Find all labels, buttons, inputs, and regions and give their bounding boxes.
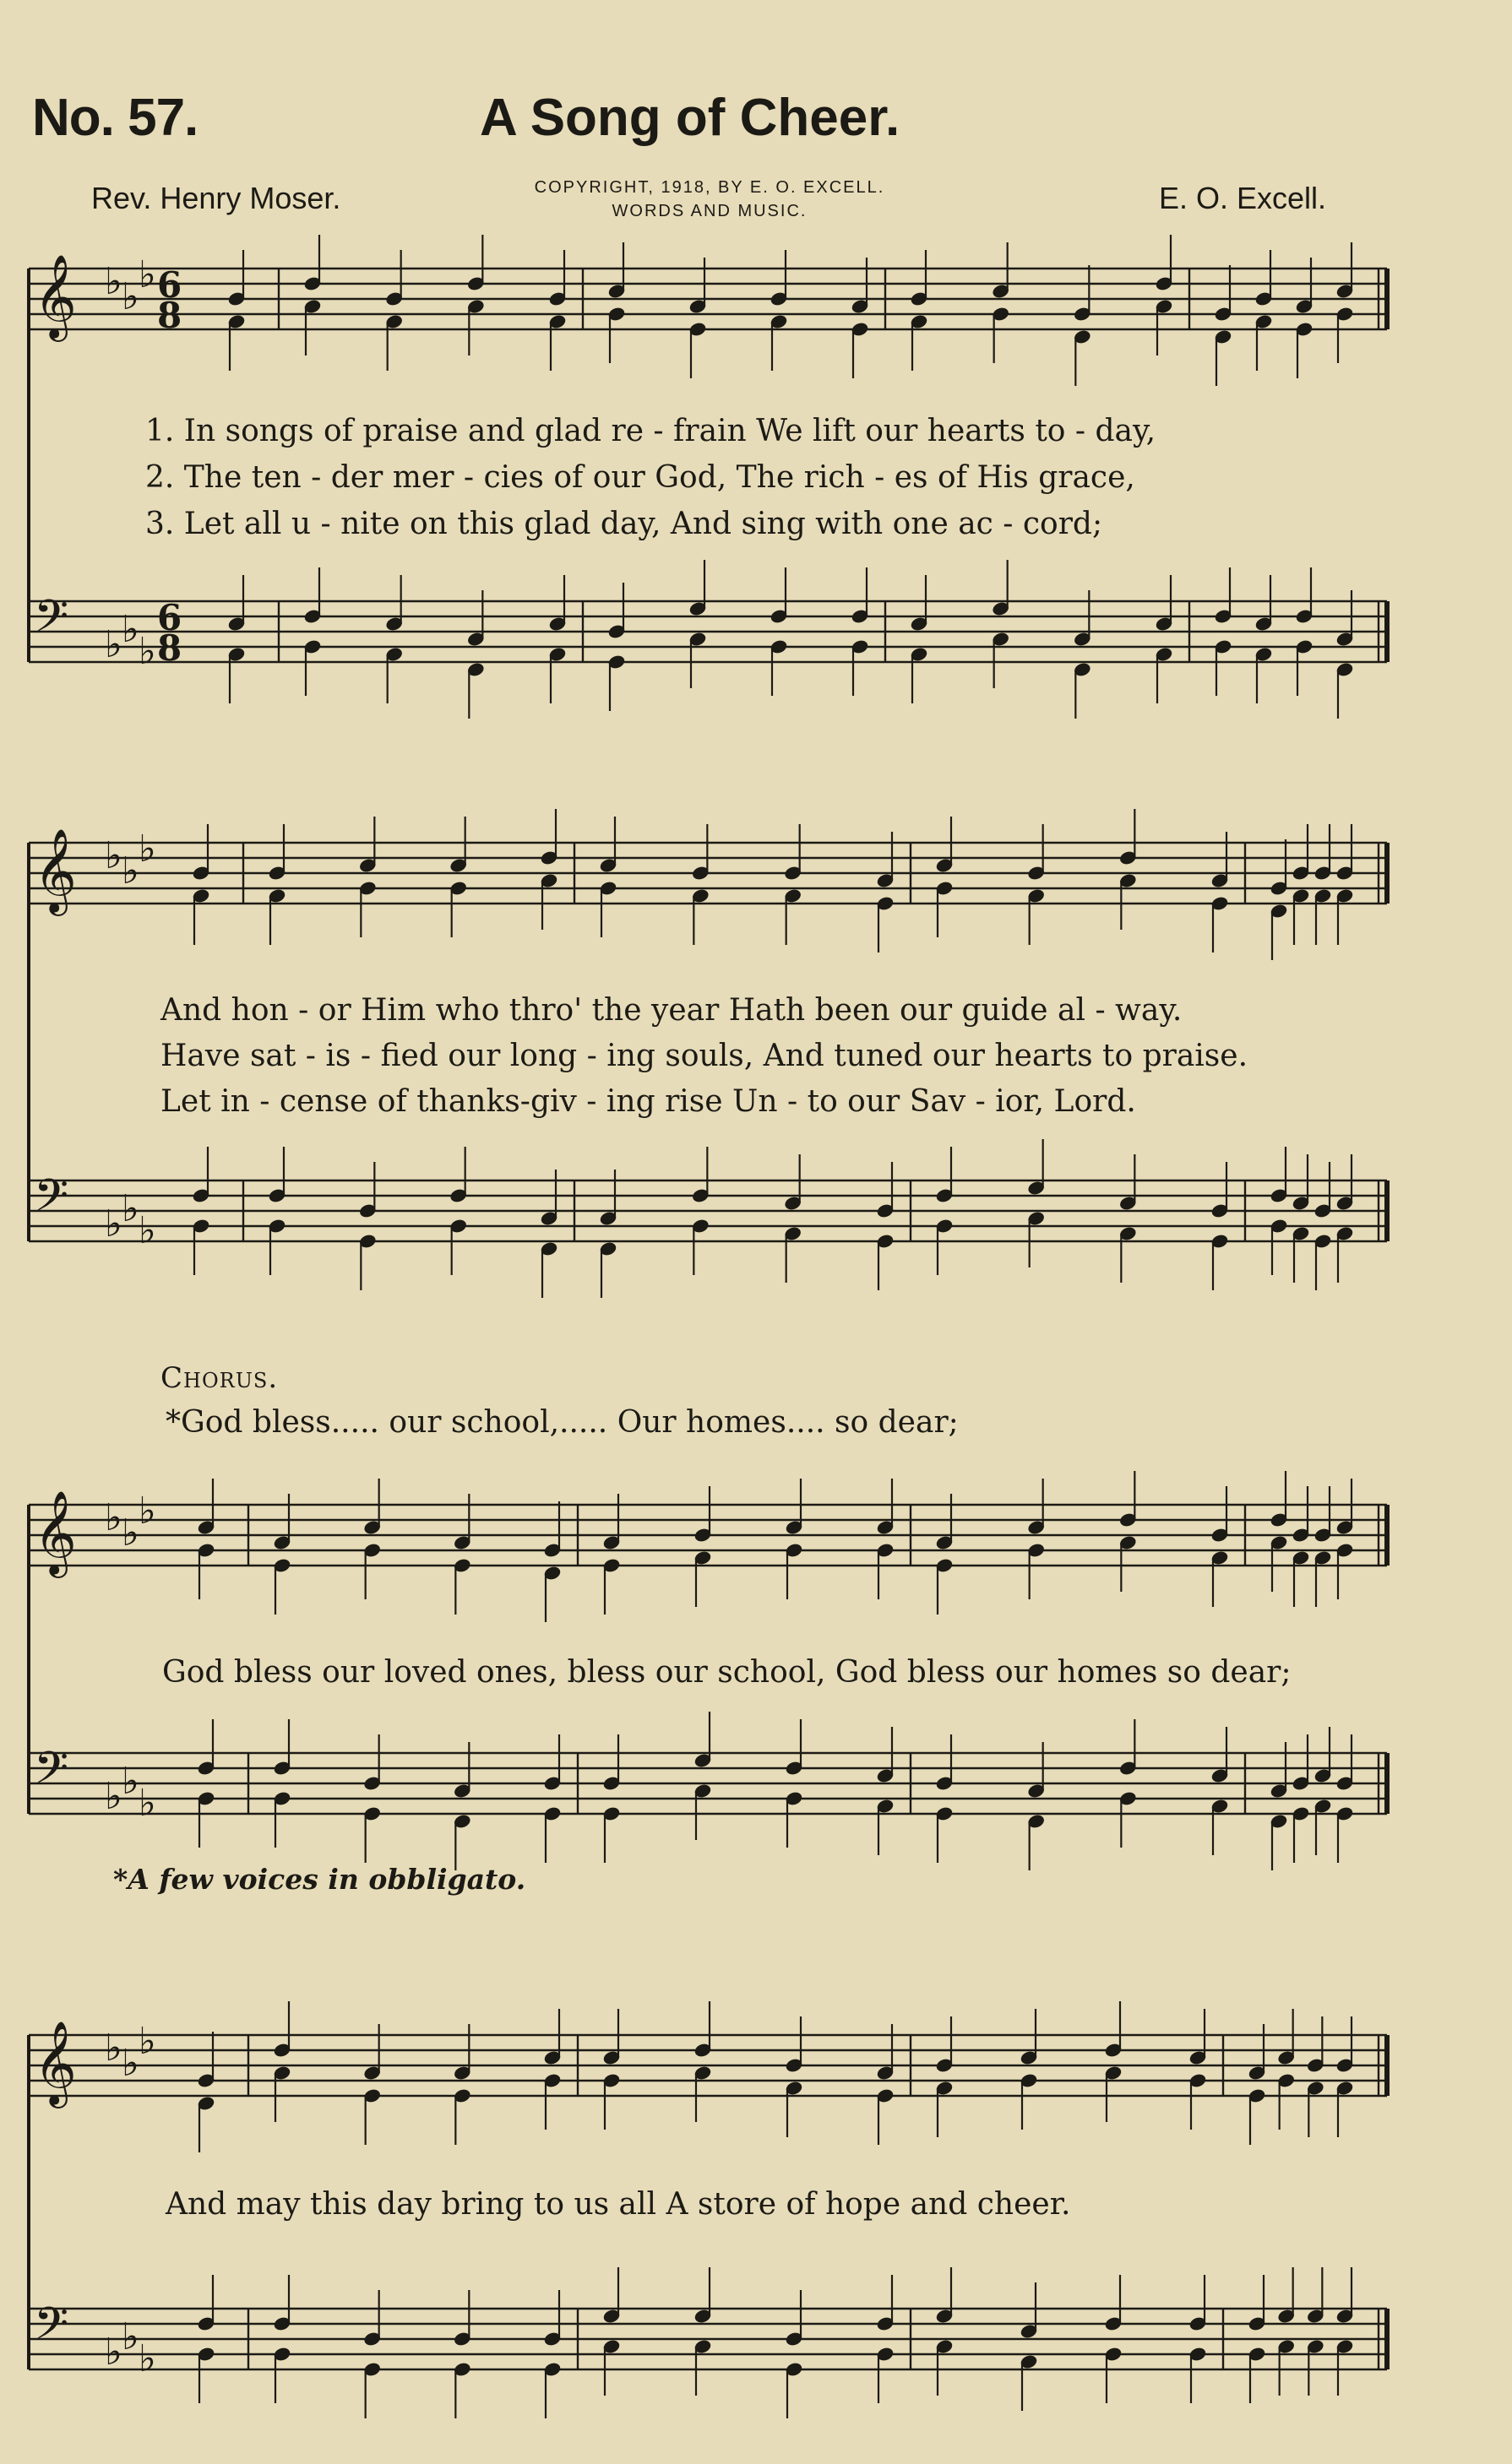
key-flat: ♭ (139, 630, 156, 673)
chorus-lyric: God bless our loved ones, bless our school, God bless our homes so dear; (162, 1655, 1292, 1690)
key-flat: ♭ (139, 828, 156, 871)
verse-line: 1. In songs of praise and glad re - frain We lift our hearts to - day, (145, 414, 1156, 448)
key-flat: ♭ (105, 1775, 122, 1818)
hymn-title: A Song of Cheer. (480, 89, 900, 147)
key-flat: ♭ (122, 275, 139, 318)
key-flat: ♭ (139, 2020, 156, 2063)
copyright-line: COPYRIGHT, 1918, BY E. O. EXCELL. (534, 178, 885, 197)
verse-line: Let in - cense of thanks-giv - ing rise Un - to our Sav - ior, Lord. (160, 1084, 1136, 1119)
time-signature-top: 6 (157, 597, 182, 638)
verse-line: Have sat - is - fied our long - ing souls, And tuned our hearts to praise. (160, 1039, 1248, 1073)
verse-line: And hon - or Him who thro' the year Hath been our guide al - way. (160, 993, 1183, 1028)
key-flat: ♭ (122, 849, 139, 893)
bass-clef: 𝄢 (34, 1743, 69, 1805)
key-flat: ♭ (105, 2331, 122, 2374)
key-flat: ♭ (105, 1202, 122, 1246)
time-signature-bottom: 8 (157, 627, 182, 669)
key-flat: ♭ (139, 2337, 156, 2380)
verse-line: 2. The ten - der mer - cies of our God, The rich - es of His grace, (145, 460, 1135, 495)
key-flat: ♭ (105, 834, 122, 877)
key-flat: ♭ (139, 1490, 156, 1533)
hymn-number: No. 57. (32, 89, 199, 147)
key-flat: ♭ (105, 623, 122, 666)
key-flat: ♭ (139, 1782, 156, 1825)
author-credit: Rev. Henry Moser. (91, 181, 341, 215)
treble-clef: 𝄞 (34, 254, 77, 339)
treble-clef: 𝄞 (34, 1490, 77, 1575)
closing-lyric: And may this day bring to us all A store of hope and cheer. (166, 2187, 1071, 2222)
time-signature-top: 6 (157, 264, 182, 306)
key-flat: ♭ (105, 1496, 122, 1539)
bass-clef: 𝄢 (34, 2298, 69, 2361)
key-flat: ♭ (105, 260, 122, 303)
key-flat: ♭ (105, 2027, 122, 2070)
obbligato-lyric: *God bless..... our school,..... Our homes.... so dear; (166, 1405, 959, 1440)
verse-line: 3. Let all u - nite on this glad day, And sing with one ac - cord; (145, 507, 1103, 541)
treble-clef: 𝄞 (34, 2021, 77, 2105)
key-flat: ♭ (139, 253, 156, 296)
key-flat: ♭ (122, 2315, 139, 2358)
key-flat: ♭ (139, 1209, 156, 1252)
bass-clef: 𝄢 (34, 591, 69, 654)
key-flat: ♭ (122, 1760, 139, 1803)
key-flat: ♭ (122, 608, 139, 651)
chorus-label: Chorus. (160, 1361, 279, 1395)
key-flat: ♭ (122, 1187, 139, 1230)
key-flat: ♭ (122, 1512, 139, 1555)
treble-clef: 𝄞 (34, 828, 77, 913)
key-flat: ♭ (122, 2042, 139, 2085)
composer-credit: E. O. Excell. (1158, 181, 1326, 215)
bass-clef: 𝄢 (34, 1170, 69, 1233)
time-signature-bottom: 8 (157, 295, 182, 336)
copyright-line: WORDS AND MUSIC. (612, 202, 808, 220)
footnote: *A few voices in obbligato. (113, 1863, 526, 1896)
